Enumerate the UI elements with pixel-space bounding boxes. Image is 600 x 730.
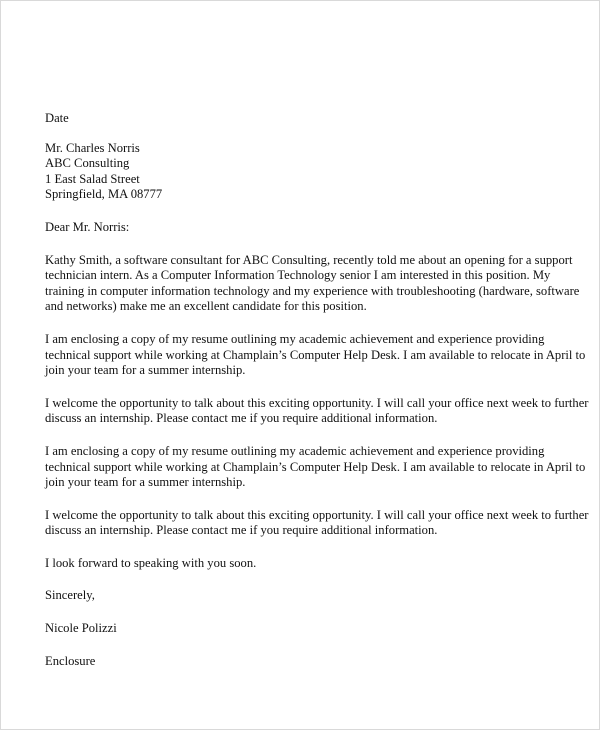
paragraph-3 (45, 395, 589, 427)
signature-name: Nicole Polizzi (45, 621, 117, 636)
enclosure-note: Enclosure (45, 653, 96, 668)
paragraph-line: discuss an internship. Please contact me if you require additional information. (45, 411, 438, 426)
paragraph-line: Kathy Smith, a software consultant for ABC Consulting, recently told me about an opening for a support (45, 252, 573, 267)
salutation: Dear Mr. Norris: (45, 219, 130, 234)
paragraph-5 (45, 507, 589, 539)
paragraph-1 (45, 252, 580, 315)
paragraph-line: discuss an internship. Please contact me if you require additional information. (45, 523, 438, 538)
paragraph-line: technical support while working at Champlain’s Computer Help Desk. I am available to relocate in April to (45, 459, 586, 474)
paragraph-line: I welcome the opportunity to talk about this exciting opportunity. I will call your office next week to further (45, 395, 589, 410)
recipient-street: 1 East Salad Street (45, 171, 140, 186)
recipient-name: Mr. Charles Norris (45, 140, 140, 155)
paragraph-line: I am enclosing a copy of my resume outlining my academic achievement and experience providing (45, 331, 545, 346)
paragraph-6 (45, 556, 565, 572)
paragraph-2 (45, 331, 586, 379)
paragraph-line: I look forward to speaking with you soon. (45, 555, 257, 570)
paragraph-4 (45, 443, 586, 491)
paragraph-line: I am enclosing a copy of my resume outlining my academic achievement and experience providing (45, 443, 545, 458)
recipient-address (45, 141, 565, 203)
recipient-company: ABC Consulting (45, 156, 130, 171)
closing: Sincerely, (45, 588, 95, 603)
paragraph-line: I welcome the opportunity to talk about this exciting opportunity. I will call your office next week to further (45, 507, 589, 522)
paragraph-line: join your team for a summer internship. (45, 475, 246, 490)
paragraph-line: training in computer information technology and my experience with troubleshooting (hardware, software (45, 283, 580, 298)
cover-letter (45, 111, 589, 669)
paragraph-line: technical support while working at Champlain’s Computer Help Desk. I am available to relocate in April to (45, 347, 586, 362)
paragraph-line: technician intern. As a Computer Information Technology senior I am interested in this position. My (45, 268, 551, 283)
date-label: Date (45, 111, 69, 125)
paragraph-line: join your team for a summer internship. (45, 363, 246, 378)
paragraph-line: and networks) make me an excellent candidate for this position. (45, 299, 367, 314)
recipient-city-state-zip: Springfield, MA 08777 (45, 187, 163, 202)
